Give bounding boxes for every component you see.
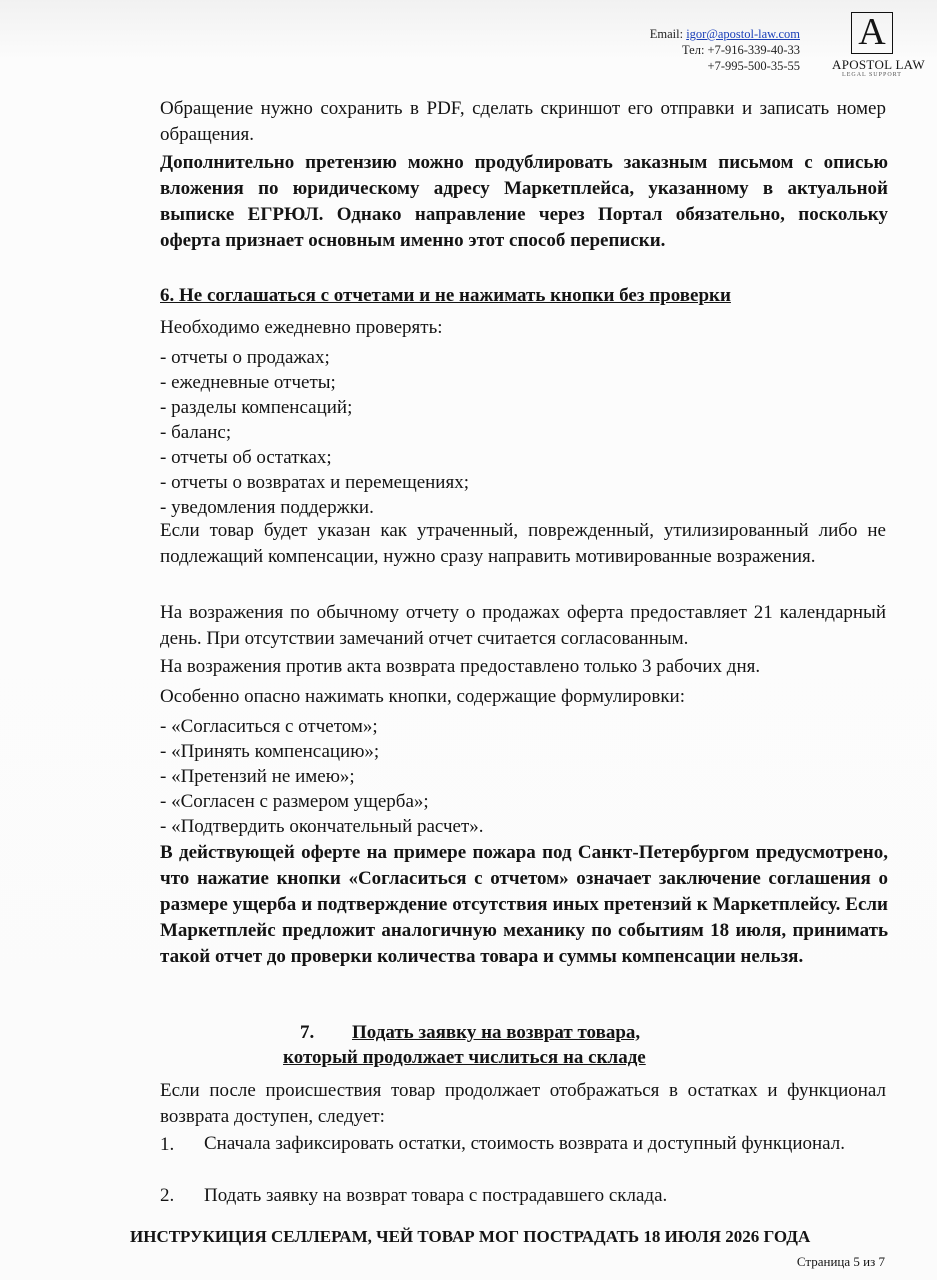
logo-subtitle: LEGAL SUPPORT [842,72,902,78]
email-link[interactable]: igor@apostol-law.com [686,27,800,41]
list-item: - отчеты о продажах; [160,347,330,368]
email-label: Email: [649,27,687,41]
list-item: - «Принять компенсацию»; [160,741,380,762]
list-item: - уведомления поддержки. [160,497,374,518]
list-item: - «Подтвердить окончательный расчет». [160,816,484,837]
email-line [650,26,800,42]
paragraph-objections: Если товар будет указан как утраченный, поврежденный, утилизированный либо не подлежащий компенсации, нужно сразу направить мотивированные возражения. [160,520,886,567]
step-text: Сначала зафиксировать остатки, стоимость возврата и доступный функционал. [204,1133,845,1154]
paragraph-return-intro: Если после происшествия товар продолжает отображаться в остатках и функционал возврата доступен, следует: [160,1080,886,1127]
section-7-heading-line2: который продолжает числиться на складе [283,1047,646,1068]
list-item: - «Претензий не имею»; [160,766,355,787]
company-logo [832,11,925,82]
phone-primary: Тел: +7-916-339-40-33 [682,43,800,57]
list-item: - «Согласен с размером ущерба»; [160,791,429,812]
list-item: - ежедневные отчеты; [160,372,336,393]
footer-title: ИНСТРУКИЦИЯ СЕЛЛЕРАМ, ЧЕЙ ТОВАР МОГ ПОСТРАДАТЬ 18 ИЮЛЯ 2026 ГОДА [130,1227,811,1246]
contact-block [650,26,800,74]
step-number: 2. [160,1185,175,1206]
step-text: Подать заявку на возврат товара с пострадавшего склада. [204,1185,668,1206]
page-number: Страница 5 из 7 [796,1254,885,1269]
paragraph-duplicate-claim: Дополнительно претензию можно продублировать заказным письмом с описью вложения по юридическому адресу Маркетплейса, указанному в актуальной выписке ЕГРЮЛ. Однако направление через Портал обязательно, поскольку оферта признает основным именно этот способ переписки. [160,152,888,251]
paragraph-save-pdf: Обращение нужно сохранить в PDF, сделать скриншот его отправки и записать номер обращения. [160,98,886,145]
logo-name: APOSTOL LAW [832,57,925,72]
list-item: - отчеты о возвратах и перемещениях; [160,472,469,493]
section-6-heading: 6. Не соглашаться с отчетами и не нажимать кнопки без проверки [160,285,731,306]
check-intro: Необходимо ежедневно проверять: [160,317,443,338]
paragraph-danger-intro: Особенно опасно нажимать кнопки, содержащие формулировки: [160,686,685,707]
section-7-heading-line1: Подать заявку на возврат товара, [352,1022,641,1043]
logo-letter: A [851,12,893,54]
section-7-number: 7. [300,1022,315,1043]
paragraph-21-days: На возражения по обычному отчету о продажах оферта предоставляет 21 календарный день. При отсутствии замечаний отчет считается согласованным. [160,602,886,649]
paragraph-fire-example: В действующей оферте на примере пожара под Санкт-Петербургом предусмотрено, что нажатие кнопки «Согласиться с отчетом» означает заключение соглашения о размере ущерба и подтверждение отсутствия иных претензий к Маркетплейсу. Если Маркетплейс предложит аналогичную механику по событиям 18 июля, принимать такой отчет до проверки количества товара и суммы компенсации нельзя. [160,842,888,967]
list-item: - «Согласиться с отчетом»; [160,716,378,737]
list-item: - баланс; [160,422,232,443]
list-item: - разделы компенсаций; [160,397,353,418]
phone-secondary: +7-995-500-35-55 [707,59,800,73]
paragraph-3-days: На возражения против акта возврата предоставлено только 3 рабочих дня. [160,656,761,677]
step-number: 1. [160,1134,175,1155]
list-item: - отчеты об остатках; [160,447,332,468]
